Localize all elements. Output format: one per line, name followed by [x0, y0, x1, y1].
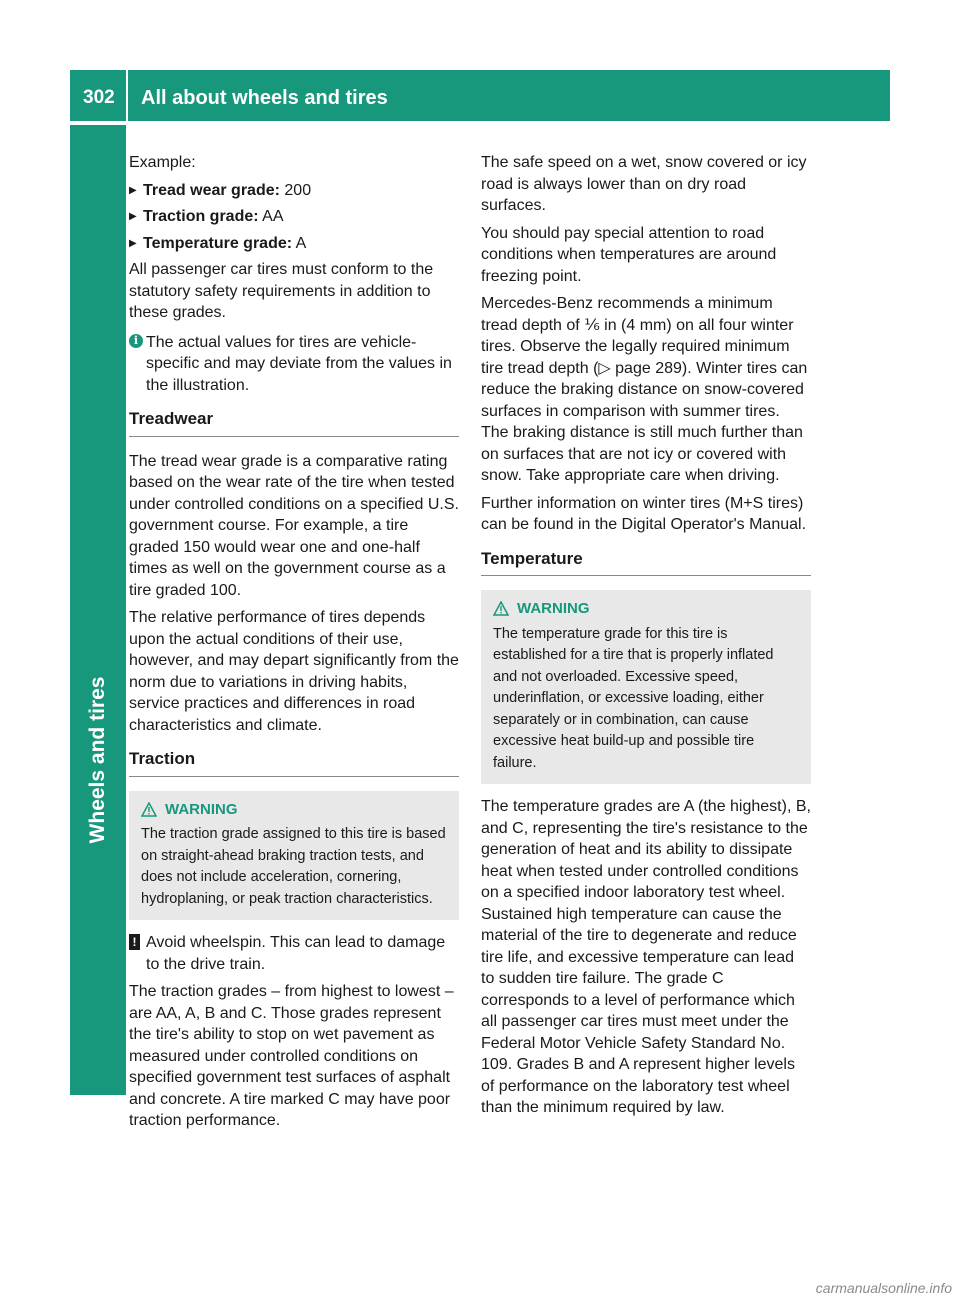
- damage-note: ! Avoid wheelspin. This can lead to damage to the drive train.: [129, 932, 459, 975]
- temperature-heading: Temperature: [481, 548, 811, 577]
- temperature-warning-box: [481, 590, 811, 784]
- further-info-paragraph: Further information on winter tires (M+S tires) can be found in the Digital Operator's Manual.: [481, 494, 807, 533]
- side-tab: [70, 125, 126, 1095]
- road-conditions-paragraph: You should pay special attention to road conditions when temperatures are around freezing point.: [481, 224, 777, 285]
- example-label: Example:: [129, 154, 196, 171]
- treadwear-paragraph-2: The relative performance of tires depends upon the actual conditions of their use, however, and may depart significantly from the norm due to variations in driving habits, service practices and differences in road characteristics and climate.: [129, 609, 459, 734]
- right-column: [481, 152, 811, 1125]
- list-item: ▶ Tread wear grade: 200: [129, 180, 459, 202]
- warning-label: WARNING: [517, 600, 590, 617]
- warning-triangle-icon: [141, 802, 157, 817]
- tread-depth-paragraph: Mercedes-Benz recommends a minimum tread depth of ⅙ in (4 mm) on all four winter tires. Observe the legally required minimum tire tread depth (▷ page 289). Winter tires can reduce the braking distance on snow-covered surfaces in comparison with summer tires. The braking distance is still much further than on surfaces that are not icy or covered with snow. Take appropriate care when driving.: [481, 295, 808, 484]
- page-title: All about wheels and tires: [141, 87, 388, 109]
- left-column: [129, 152, 459, 1138]
- traction-paragraph: The traction grades – from highest to lowest – are AA, A, B and C. Those grades represent the tire's ability to stop on wet pavement as measured under controlled conditions on specified government test surfaces of asphalt and concrete. A tire marked C may have poor traction performance.: [129, 983, 454, 1129]
- treadwear-paragraph-1: The tread wear grade is a comparative rating based on the wear rate of the tire when tested under controlled conditions on a specified U.S. government course. For example, a tire graded 150 would wear one and one-half times as well on the government course as a tire graded 100.: [129, 452, 459, 599]
- conform-paragraph: All passenger car tires must conform to the statutory safety requirements in addition to these grades.: [129, 261, 434, 321]
- info-icon: i: [129, 334, 143, 348]
- exclamation-icon: !: [129, 934, 140, 950]
- traction-heading: Traction: [129, 748, 459, 777]
- treadwear-heading: Treadwear: [129, 408, 459, 437]
- header-divider: [126, 70, 128, 121]
- watermark: carmanualsonline.info: [815, 1280, 952, 1296]
- temperature-warning-text: The temperature grade for this tire is established for a tire that is properly inflated and not overloaded. Excessive speed, underinflation, or excessive loading, either separately or in combination, can cause excessive heat build-up and possible tire failure.: [493, 625, 774, 771]
- warning-label: WARNING: [165, 800, 238, 818]
- temperature-paragraph: The temperature grades are A (the highest), B, and C, representing the tire's resistance to the generation of heat and its ability to dissipate heat when tested under controlled conditions on a specified indoor laboratory test wheel. Sustained high temperature can cause the material of the tire to degenerate and reduce tire life, and excessive temperature can lead to sudden tire failure. The grade C corresponds to a level of performance which all passenger car tires must meet under the Federal Motor Vehicle Safety Standard No. 109. Grades B and A represent higher levels of performance on the laboratory test wheel than the minimum required by law.: [481, 798, 811, 1116]
- page-number: 302: [83, 87, 115, 108]
- side-tab-label: Wheels and tires: [86, 676, 109, 844]
- list-item: ▶ Temperature grade: A: [129, 233, 459, 255]
- warning-triangle-icon: [493, 601, 509, 616]
- safe-speed-paragraph: The safe speed on a wet, snow covered or icy road is always lower than on dry road surfaces.: [481, 154, 807, 214]
- list-item: ▶ Traction grade: AA: [129, 206, 459, 228]
- info-note: i The actual values for tires are vehicle-specific and may deviate from the values in the illustration.: [129, 332, 459, 397]
- grade-list: [129, 180, 459, 255]
- traction-warning-box: [129, 791, 459, 921]
- traction-warning-text: The traction grade assigned to this tire is based on straight-ahead braking traction tests, and does not include acceleration, cornering, hydroplaning, or peak traction characteristics.: [141, 826, 446, 907]
